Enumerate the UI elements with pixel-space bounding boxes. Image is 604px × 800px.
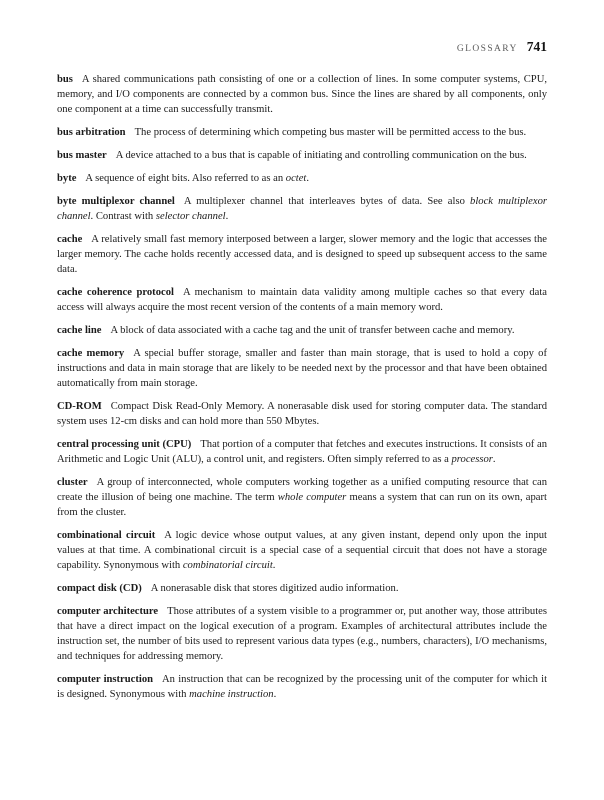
glossary-entry [57, 194, 547, 224]
glossary-definition: A shared communications path consisting of one or a collection of lines. In some computer systems, CPU, memory, and I/O components are connected by a common bus. Since the lines are shared by all components, only one component at a time can successfully transmit. [57, 74, 547, 115]
glossary-entry [57, 528, 547, 573]
glossary-term: bus arbitration [57, 127, 126, 138]
glossary-term: cache [57, 234, 83, 245]
glossary-definition: An instruction that can be recognized by the processing unit of the computer for which it is designed. Synonymous with machine instruction. [57, 674, 548, 700]
glossary-definition: A group of interconnected, whole computers working together as a unified computing resource that can create the illusion of being one machine. The term whole computer means a system that can run on its own, apart from the cluster. [57, 477, 547, 518]
glossary-definition: A nonerasable disk that stores digitized audio information. [150, 583, 399, 594]
glossary-term: cache memory [57, 348, 125, 359]
glossary-term: computer instruction [57, 674, 154, 685]
glossary-definition: A device attached to a bus that is capable of initiating and controlling communication on the bus. [115, 150, 527, 161]
glossary-list [57, 72, 547, 702]
page-number: 741 [526, 39, 547, 54]
glossary-definition: A logic device whose output values, at any given instant, depend only upon the input values at that time. A combinational circuit is a special case of a sequential circuit that does not have a storage capability. Synonymous with combinatorial circuit. [57, 530, 547, 571]
glossary-term: combinational circuit [57, 530, 156, 541]
glossary-entry [57, 437, 547, 467]
glossary-definition: A block of data associated with a cache tag and the unit of transfer between cache and memory. [110, 325, 515, 336]
glossary-entry [57, 232, 547, 277]
glossary-entry [57, 346, 547, 391]
glossary-term: compact disk (CD) [57, 583, 142, 594]
page-header [57, 38, 547, 56]
glossary-entry [57, 125, 547, 140]
glossary-definition: A mechanism to maintain data validity among multiple caches so that every data access will always acquire the most recent version of the contents of a main memory word. [57, 287, 547, 313]
glossary-term: bus [57, 74, 73, 85]
glossary-entry [57, 581, 547, 596]
glossary-entry [57, 475, 547, 520]
glossary-term: byte multiplexor channel [57, 196, 175, 207]
glossary-definition: A multiplexer channel that interleaves bytes of data. See also block multiplexor channel. Contrast with selector channel. [57, 196, 548, 222]
glossary-term: cache line [57, 325, 102, 336]
glossary-term: cache coherence protocol [57, 287, 174, 298]
glossary-definition: Those attributes of a system visible to a programmer or, put another way, those attributes that have a direct impact on the logical execution of a program. Examples of architectural attributes include the instruction set, the number of bits used to represent various data types (e.g., numbers, characters), I/O mechanisms, and techniques for addressing memory. [57, 606, 547, 662]
glossary-entry [57, 72, 547, 117]
glossary-term: CD-ROM [57, 401, 102, 412]
glossary-entry [57, 399, 547, 429]
glossary-entry [57, 604, 547, 664]
glossary-entry [57, 171, 547, 186]
glossary-entry [57, 323, 547, 338]
glossary-entry [57, 672, 547, 702]
glossary-definition: A special buffer storage, smaller and faster than main storage, that is used to hold a copy of instructions and data in main storage that are likely to be needed next by the processor and that have been obtained automatically from main storage. [57, 348, 547, 389]
glossary-definition: The process of determining which competing bus master will be permitted access to the bus. [134, 127, 527, 138]
glossary-definition: Compact Disk Read-Only Memory. A nonerasable disk used for storing computer data. The standard system uses 12-cm disks and can hold more than 550 Mbytes. [57, 401, 547, 427]
glossary-entry [57, 148, 547, 163]
glossary-term: central processing unit (CPU) [57, 439, 192, 450]
glossary-term: computer architecture [57, 606, 159, 617]
glossary-term: byte [57, 173, 77, 184]
glossary-term: bus master [57, 150, 107, 161]
glossary-definition: A relatively small fast memory interposed between a larger, slower memory and the logic that accesses the larger memory. The cache holds recently accessed data, and is designed to speed up subsequent access to the same data. [57, 234, 547, 275]
glossary-entry [57, 285, 547, 315]
glossary-definition: That portion of a computer that fetches and executes instructions. It consists of an Arithmetic and Logic Unit (ALU), a control unit, and registers. Often simply referred to as a processor. [57, 439, 547, 465]
section-label: GLOSSARY [456, 44, 518, 54]
glossary-definition: A sequence of eight bits. Also referred to as an octet. [85, 173, 310, 184]
glossary-term: cluster [57, 477, 88, 488]
